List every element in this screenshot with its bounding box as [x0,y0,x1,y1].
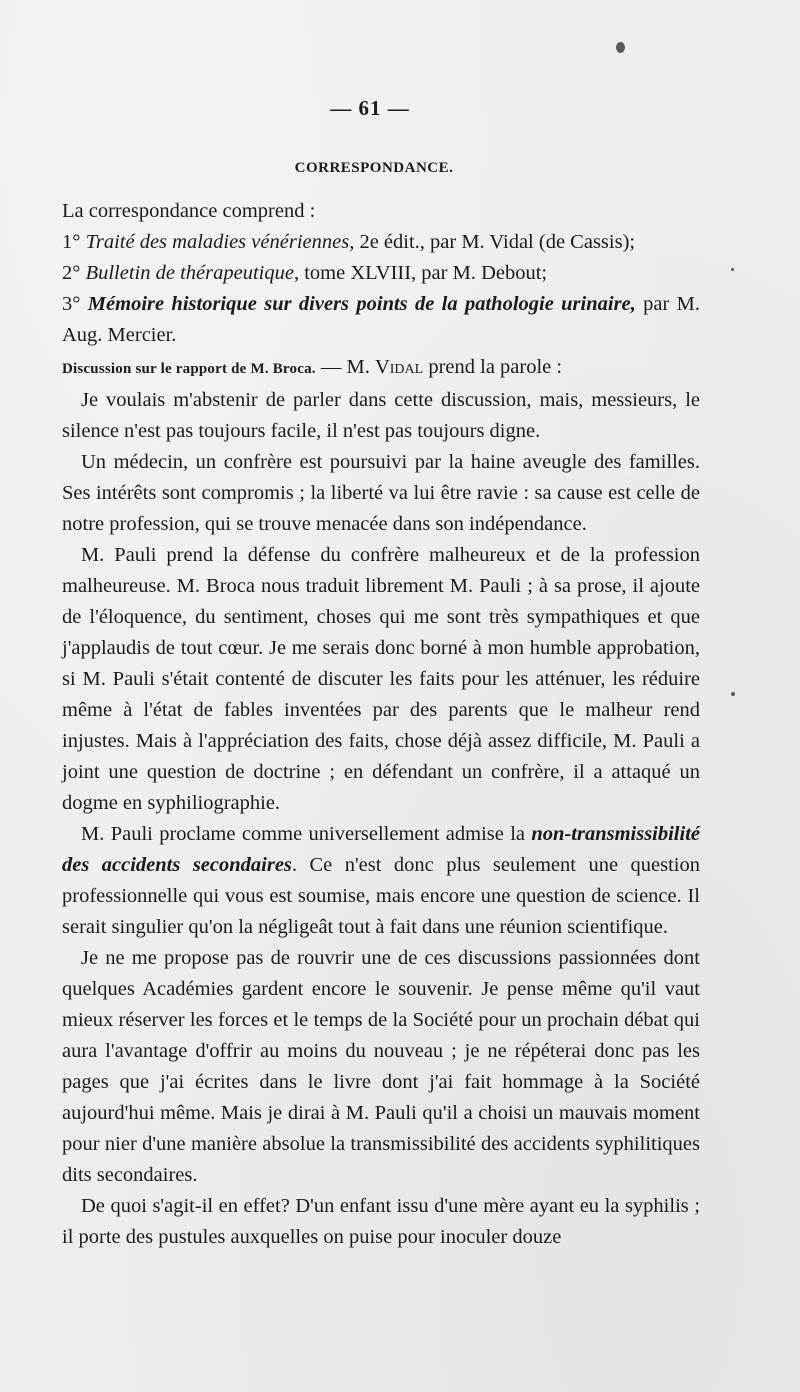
correspondence-item [62,258,700,289]
item-number: 3° [62,293,88,315]
item-title: Traité des maladies vénériennes [85,231,350,253]
paragraph: Je voulais m'abstenir de parler dans cette discussion, mais, messieurs, le silence n'est pas toujours facile, il n'est pas toujours digne. [62,389,700,442]
discussion-opening [62,352,700,385]
item-title: Mémoire historique sur divers points de la pathologie urinaire, [87,293,636,315]
correspondence-section [62,196,700,351]
item-number: 2° [62,262,86,284]
pauli-text-before: M. Pauli proclame comme universellement admise la [81,823,532,845]
item-title: Bulletin de thérapeutique [85,262,294,284]
discussion-lead-rest: prend la parole : [423,356,563,378]
correspondence-intro: La correspondance comprend : [62,200,316,222]
paragraph: Je ne me propose pas de rouvrir une de ces discussions passionnées dont quelques Académies gardent encore le souvenir. Je pense même qu'il vaut mieux réserver les forces et le temps de la Société pour un prochain débat qui aura l'avantage d'offrir au moins du nouveau ; je ne répéterai donc pas les pages que j'ai écrites dans le livre dont j'ai fait hommage à la Société aujourd'hui même. Mais je dirai à M. Pauli qu'il a choisi un mauvais moment pour nier d'une manière absolue la transmissibilité des accidents syphilitiques dits secondaires. [62,947,700,1186]
ink-speck [616,42,625,53]
speaker-name: Vidal [374,356,424,378]
ink-speck [731,268,734,271]
paragraph: De quoi s'agit-il en effet? D'un enfant issu d'une mère ayant eu la syphilis ; il porte des pustules auxquelles on puise pour inoculer douze [62,1195,700,1248]
section-title: CORRESPONDANCE. [294,160,454,176]
pauli-text-after: . Ce n'est donc plus seulement une question professionnelle qui vous est soumise, mais encore une question de science. Il serait singulier qu'on la négligeât tout à fait dans une réunion scientifique. [62,854,700,938]
discussion-heading: Discussion sur le rapport de M. Broca. [62,361,316,377]
paragraph-pauli [62,819,700,943]
item-detail: , 2e édit., par M. Vidal (de Cassis); [349,231,636,253]
paragraph: Un médecin, un confrère est poursuivi par la haine aveugle des familles. Ses intérêts sont compromis ; la liberté va lui être ravie : sa cause est celle de notre profession, qui se trouve menacée dans son indépendance. [62,451,700,535]
discussion-section [62,352,700,1253]
page-number: — 61 — [330,96,410,120]
paragraph: M. Pauli prend la défense du confrère malheureux et de la profession malheureuse. M. Broca nous traduit librement M. Pauli ; à sa prose, il ajoute de l'éloquence, du sentiment, choses qui me sont très sympathiques et que j'applaudis de tout cœur. Je me serais donc borné à mon humble approbation, si M. Pauli s'était contenté de discuter les faits pour les atténuer, les réduire même à l'état de fables inventées par des parents que le malheur rend injustes. Mais à l'appréciation des faits, chose déjà assez difficile, M. Pauli a joint une question de doctrine ; en défendant un confrère, il a attaqué un dogme en syphiliographie. [62,544,700,814]
ink-speck [731,692,735,696]
item-number: 1° [62,231,86,253]
pauli-italic-term: non-transmissibilité des accidents secondaires [62,823,700,876]
item-detail: par M. Aug. Mercier. [62,293,700,346]
discussion-lead: — M. [315,356,375,378]
item-detail: , tome XLVIII, par M. Debout; [293,262,548,284]
correspondence-item [62,227,700,258]
correspondence-item [62,289,700,351]
